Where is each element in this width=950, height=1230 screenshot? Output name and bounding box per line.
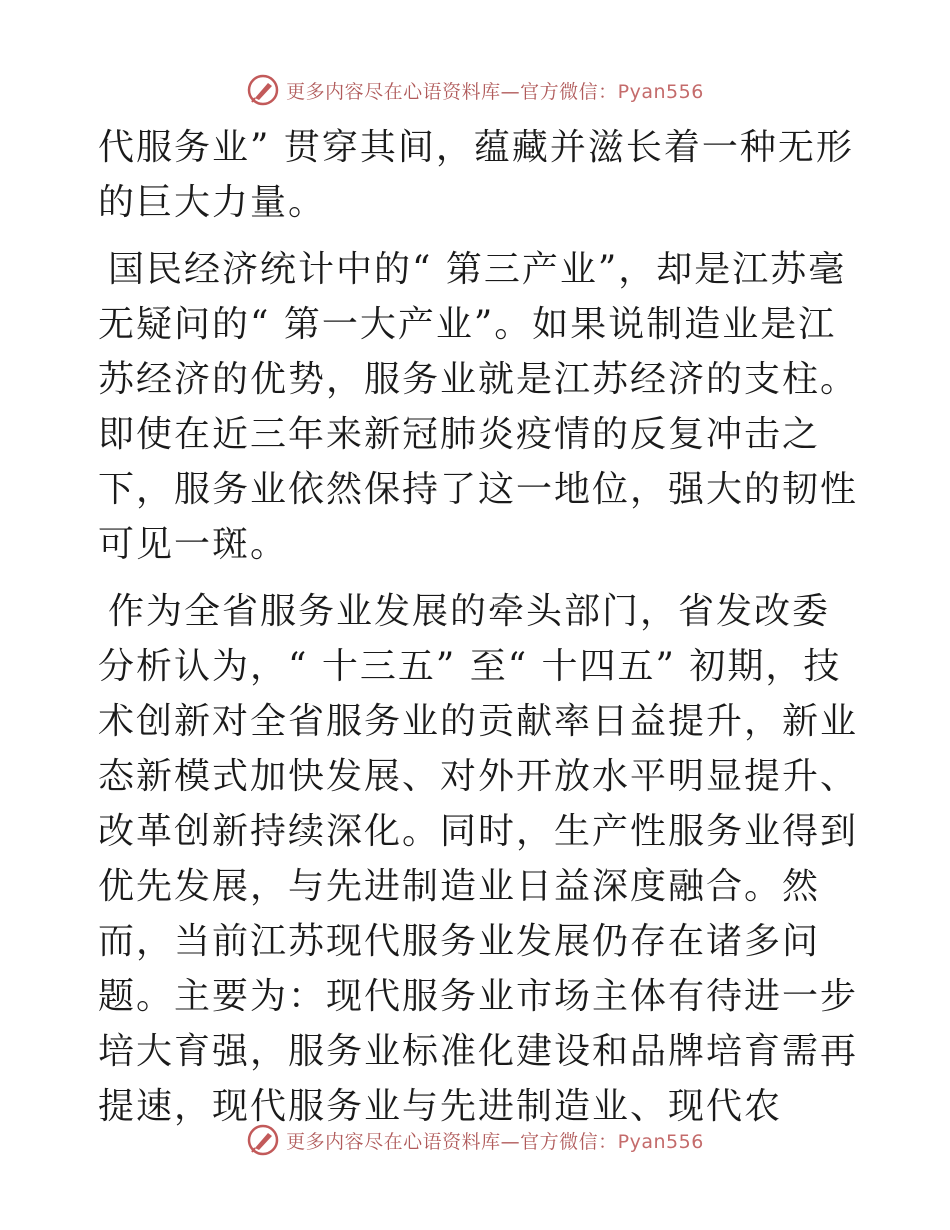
watermark-text xyxy=(286,77,704,104)
watermark-text xyxy=(286,1127,704,1154)
quill-pen-icon xyxy=(246,1123,280,1157)
paragraph-3: 作为全省服务业发展的牵头部门，省发改委分析认为，“ 十三五” 至“ 十四五” 初期，技术创新对全省服务业的贡献率日益提升，新业态新模式加快发展、对外开放水平明显提升、改革创新持续深化。同时，生产性服务业得到优先发展，与先进制造业日益深度融合。然而，当前江苏现代服务业发展仍存在诸多问题。主要为：现代服务业市场主体有待进一步培大育强，服务业标准化建设和品牌培育需再提速，现代服务业与先进制造业、现代农 xyxy=(98,591,859,1127)
watermark-label: 更多内容尽在心语资料库—官方微信： xyxy=(286,1130,618,1153)
document-body xyxy=(98,120,858,1146)
quill-pen-icon xyxy=(246,73,280,107)
watermark-id: Pyan556 xyxy=(617,80,704,103)
paragraph-1: 代服务业” 贯穿其间，蕴藏并滋长着一种无形的巨大力量。 xyxy=(98,127,854,223)
watermark-id: Pyan556 xyxy=(617,1130,704,1153)
header-watermark xyxy=(0,70,950,110)
paragraph-2: 国民经济统计中的“ 第三产业”，却是江苏毫无疑问的“ 第一大产业”。如果说制造业是江苏经济的优势，服务业就是江苏经济的支柱。即使在近三年来新冠肺炎疫情的反复冲击之下，服务业依然保持了这一地位，强大的韧性可见一斑。 xyxy=(98,249,859,565)
footer-watermark xyxy=(0,1120,950,1160)
watermark-label: 更多内容尽在心语资料库—官方微信： xyxy=(286,80,618,103)
